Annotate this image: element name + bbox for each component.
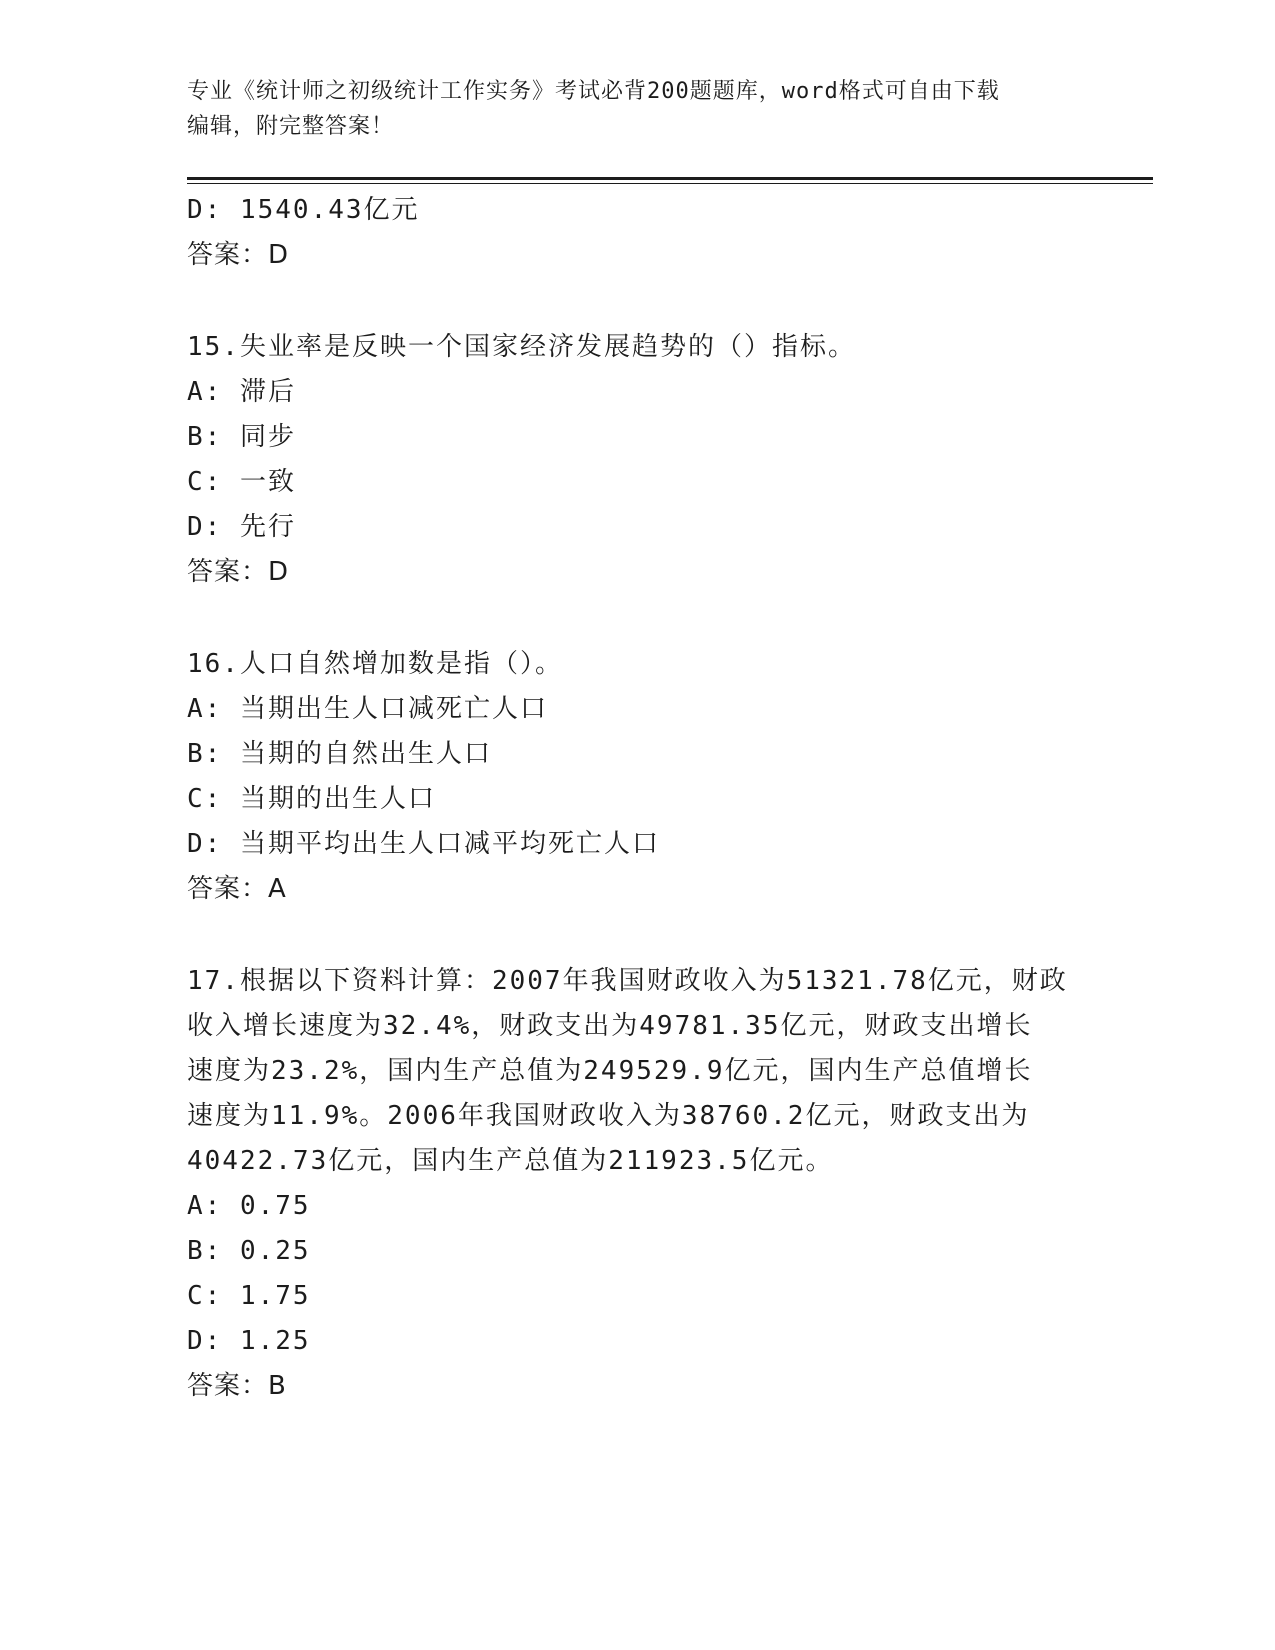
question-16-option-c: C: 当期的出生人口 bbox=[187, 784, 436, 814]
question-16 bbox=[187, 642, 1087, 912]
question-16-option-b: B: 当期的自然出生人口 bbox=[187, 739, 492, 769]
spacer bbox=[187, 595, 1087, 642]
question-16-option-a: A: 当期出生人口减死亡人口 bbox=[187, 694, 548, 724]
question-17-stem-line-3: 速度为23.2%，国内生产总值为249529.9亿元，国内生产总值增长 bbox=[187, 1056, 1033, 1086]
question-17-stem-line-2: 收入增长速度为32.4%，财政支出为49781.35亿元，财政支出增长 bbox=[187, 1011, 1033, 1041]
header-divider-thick bbox=[187, 177, 1153, 180]
header-title-line-2: 编辑，附完整答案！ bbox=[187, 114, 395, 139]
question-15-option-b: B: 同步 bbox=[187, 422, 296, 452]
question-17-option-d: D: 1.25 bbox=[187, 1326, 311, 1356]
prev-answer: 答案：D bbox=[187, 240, 290, 270]
spacer bbox=[187, 912, 1087, 959]
question-16-answer: 答案：A bbox=[187, 874, 287, 904]
document-header bbox=[187, 74, 1067, 144]
question-15-answer: 答案：D bbox=[187, 557, 290, 587]
header-divider-thin bbox=[187, 183, 1153, 184]
question-15-option-c: C: 一致 bbox=[187, 467, 296, 497]
header-title-line-1: 专业《统计师之初级统计工作实务》考试必背200题题库，word格式可自由下载 bbox=[187, 79, 1000, 104]
question-16-stem: 16.人口自然增加数是指（）。 bbox=[187, 649, 563, 679]
question-15-option-a: A: 滞后 bbox=[187, 377, 296, 407]
prev-option-d: D: 1540.43亿元 bbox=[187, 195, 420, 225]
question-16-option-d: D: 当期平均出生人口减平均死亡人口 bbox=[187, 829, 660, 859]
question-15-stem: 15.失业率是反映一个国家经济发展趋势的（）指标。 bbox=[187, 332, 856, 362]
question-17 bbox=[187, 959, 1087, 1409]
question-17-option-b: B: 0.25 bbox=[187, 1236, 311, 1266]
question-17-stem-line-4: 速度为11.9%。2006年我国财政收入为38760.2亿元，财政支出为 bbox=[187, 1101, 1030, 1131]
question-15-option-d: D: 先行 bbox=[187, 512, 296, 542]
question-17-stem-line-5: 40422.73亿元，国内生产总值为211923.5亿元。 bbox=[187, 1146, 834, 1176]
question-17-stem-line-1: 17.根据以下资料计算：2007年我国财政收入为51321.78亿元，财政 bbox=[187, 966, 1068, 996]
question-17-option-c: C: 1.75 bbox=[187, 1281, 311, 1311]
question-15 bbox=[187, 325, 1087, 595]
question-17-answer: 答案：B bbox=[187, 1371, 287, 1401]
question-17-option-a: A: 0.75 bbox=[187, 1191, 311, 1221]
question-list bbox=[187, 188, 1087, 1409]
spacer bbox=[187, 278, 1087, 325]
